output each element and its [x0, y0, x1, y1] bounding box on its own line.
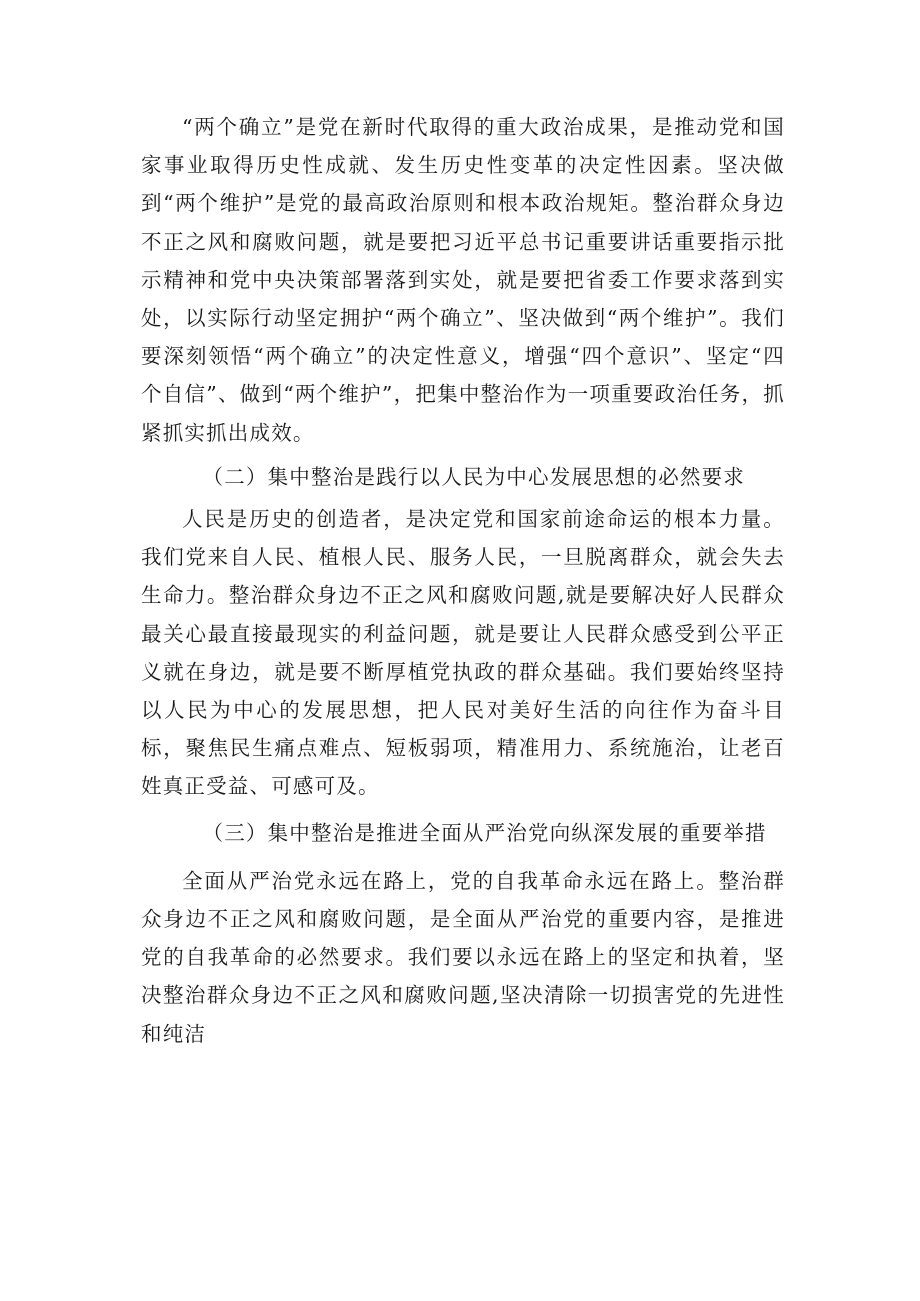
- paragraph-two-establishments: “两个确立”是党在新时代取得的重大政治成果，是推动党和国家事业取得历史性成就、发生历史性变革的决定性因素。坚决做到“两个维护”是党的最高政治原则和根本政治规矩。整治群众身边不正之风和腐败问题，就是要把习近平总书记重要讲话重要指示批示精神和党中央决策部署落到实处，就是要把省委工作要求落到实处，以实际行动坚定拥护“两个确立”、坚决做到“两个维护”。我们要深刻领悟“两个确立”的决定性意义，增强“四个意识”、坚定“四个自信”、做到“两个维护”，把集中整治作为一项重要政治任务，抓紧抓实抓出成效。: [141, 115, 785, 445]
- section-heading-3: （三）集中整治是推进全面从严治党向纵深发展的重要举措: [202, 820, 767, 845]
- document-body: [141, 108, 785, 1053]
- paragraph-strict-governance: 全面从严治党永远在路上，党的自我革命永远在路上。整治群众身边不正之风和腐败问题，是全面从严治党的重要内容，是推进党的自我革命的必然要求。我们要以永远在路上的坚定和执着，坚决整治群众身边不正之风和腐败问题,坚决清除一切损害党的先进性和纯洁: [141, 868, 785, 1046]
- paragraph-people-centered: 人民是历史的创造者，是决定党和国家前途命运的根本力量。我们党来自人民、植根人民、服务人民，一旦脱离群众，就会失去生命力。整治群众身边不正之风和腐败问题,就是要解决好人民群众最关心最直接最现实的利益问题，就是要让人民群众感受到公平正义就在身边，就是要不断厚植党执政的群众基础。我们要始终坚持以人民为中心的发展思想，把人民对美好生活的向往作为奋斗目标，聚焦民生痛点难点、短板弱项，精准用力、系统施治，让老百姓真正受益、可感可及。: [141, 507, 785, 799]
- section-heading-2: （二）集中整治是践行以人民为中心发展思想的必然要求: [202, 464, 745, 489]
